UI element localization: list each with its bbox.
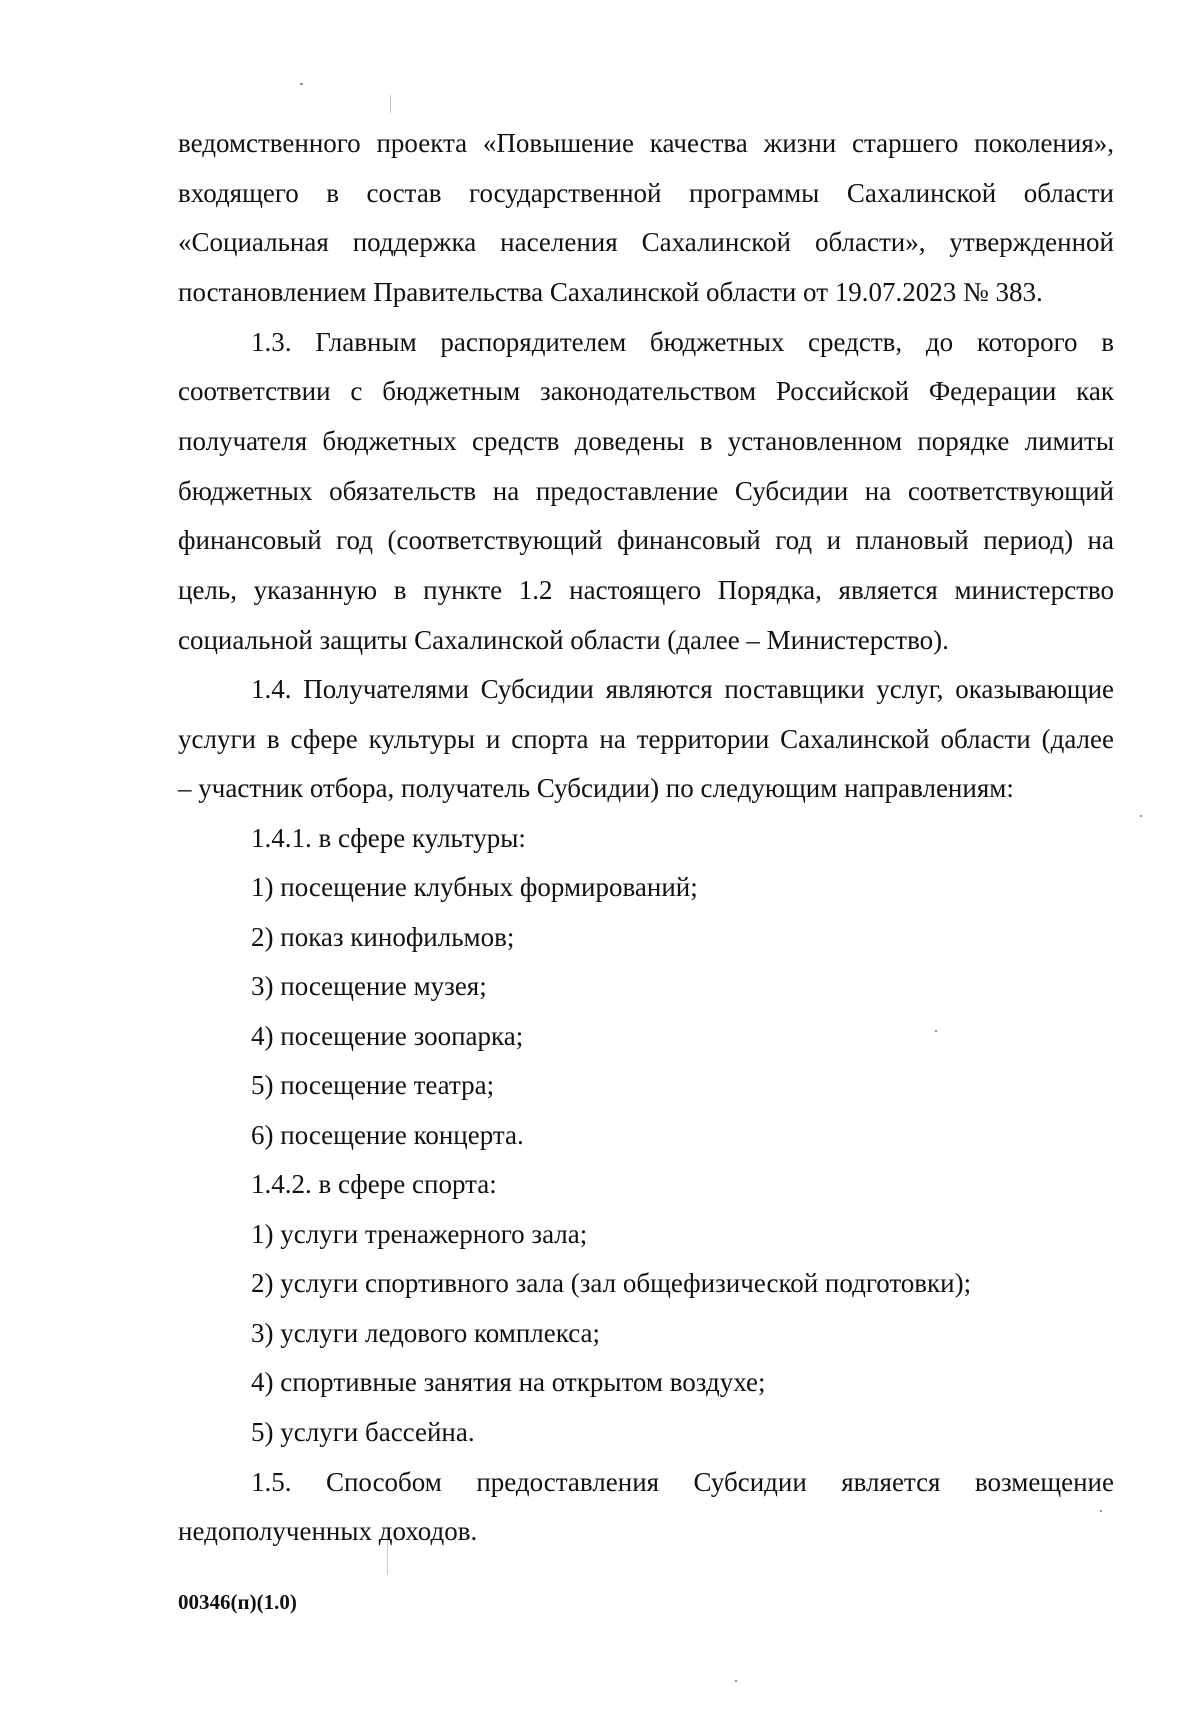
paragraph-1-3-line: 1.3. Главным распорядителем бюджетных средств, до которого в: [251, 327, 1114, 357]
text-line: ведомственного проекта «Повышение качества жизни старшего поколения»,: [178, 128, 1114, 158]
subsection-heading: 1.4.1. в сфере культуры:: [251, 823, 526, 853]
list-item: 2) услуги спортивного зала (зал общефизической подготовки);: [251, 1268, 972, 1298]
text-line: получателя бюджетных средств доведены в установленном порядке лимиты: [178, 426, 1114, 456]
scan-speck: [735, 1680, 737, 1682]
list-item: 5) посещение театра;: [251, 1070, 495, 1100]
list-item: 4) посещение зоопарка;: [251, 1021, 524, 1051]
list-item: 5) услуги бассейна.: [251, 1417, 475, 1447]
list-item: 3) посещение музея;: [251, 971, 487, 1001]
scan-speck: [300, 83, 303, 85]
list-item: 3) услуги ледового комплекса;: [251, 1318, 600, 1348]
list-item: 1) услуги тренажерного зала;: [251, 1219, 588, 1249]
text-line: постановлением Правительства Сахалинской области от 19.07.2023 № 383.: [178, 277, 1043, 307]
text-line: финансовый год (соответствующий финансовый год и плановый период) на: [178, 525, 1114, 555]
text-line: социальной защиты Сахалинской области (далее – Министерство).: [178, 625, 949, 655]
subsection-heading: 1.4.2. в сфере спорта:: [251, 1169, 497, 1199]
list-item: 6) посещение концерта.: [251, 1120, 524, 1150]
text-line: недополученных доходов.: [178, 1516, 478, 1546]
scan-speck: [1100, 1510, 1102, 1512]
paragraph-1-5-line: 1.5. Способом предоставления Субсидии является возмещение: [251, 1467, 1114, 1497]
text-line: входящего в состав государственной программы Сахалинской области: [178, 178, 1114, 208]
text-line: бюджетных обязательств на предоставление Субсидии на соответствующий: [178, 476, 1114, 506]
text-line: услуги в сфере культуры и спорта на территории Сахалинской области (далее: [178, 724, 1114, 754]
paragraph-1-4-line: 1.4. Получателями Субсидии являются поставщики услуг, оказывающие: [251, 674, 1114, 704]
text-line: – участник отбора, получатель Субсидии) по следующим направлениям:: [178, 773, 1014, 803]
list-item: 4) спортивные занятия на открытом воздухе;: [251, 1367, 766, 1397]
scan-speck: [1140, 815, 1142, 817]
text-line: «Социальная поддержка населения Сахалинской области», утвержденной: [178, 227, 1114, 257]
list-item: 1) посещение клубных формирований;: [251, 872, 698, 902]
scan-speck: [935, 1030, 937, 1032]
list-item: 2) показ кинофильмов;: [251, 922, 515, 952]
text-line: цель, указанную в пункте 1.2 настоящего Порядка, является министерство: [178, 575, 1114, 605]
scan-artifact: [390, 95, 391, 113]
document-code: 00346(п)(1.0): [178, 1590, 297, 1614]
text-line: соответствии с бюджетным законодательством Российской Федерации как: [178, 376, 1114, 406]
